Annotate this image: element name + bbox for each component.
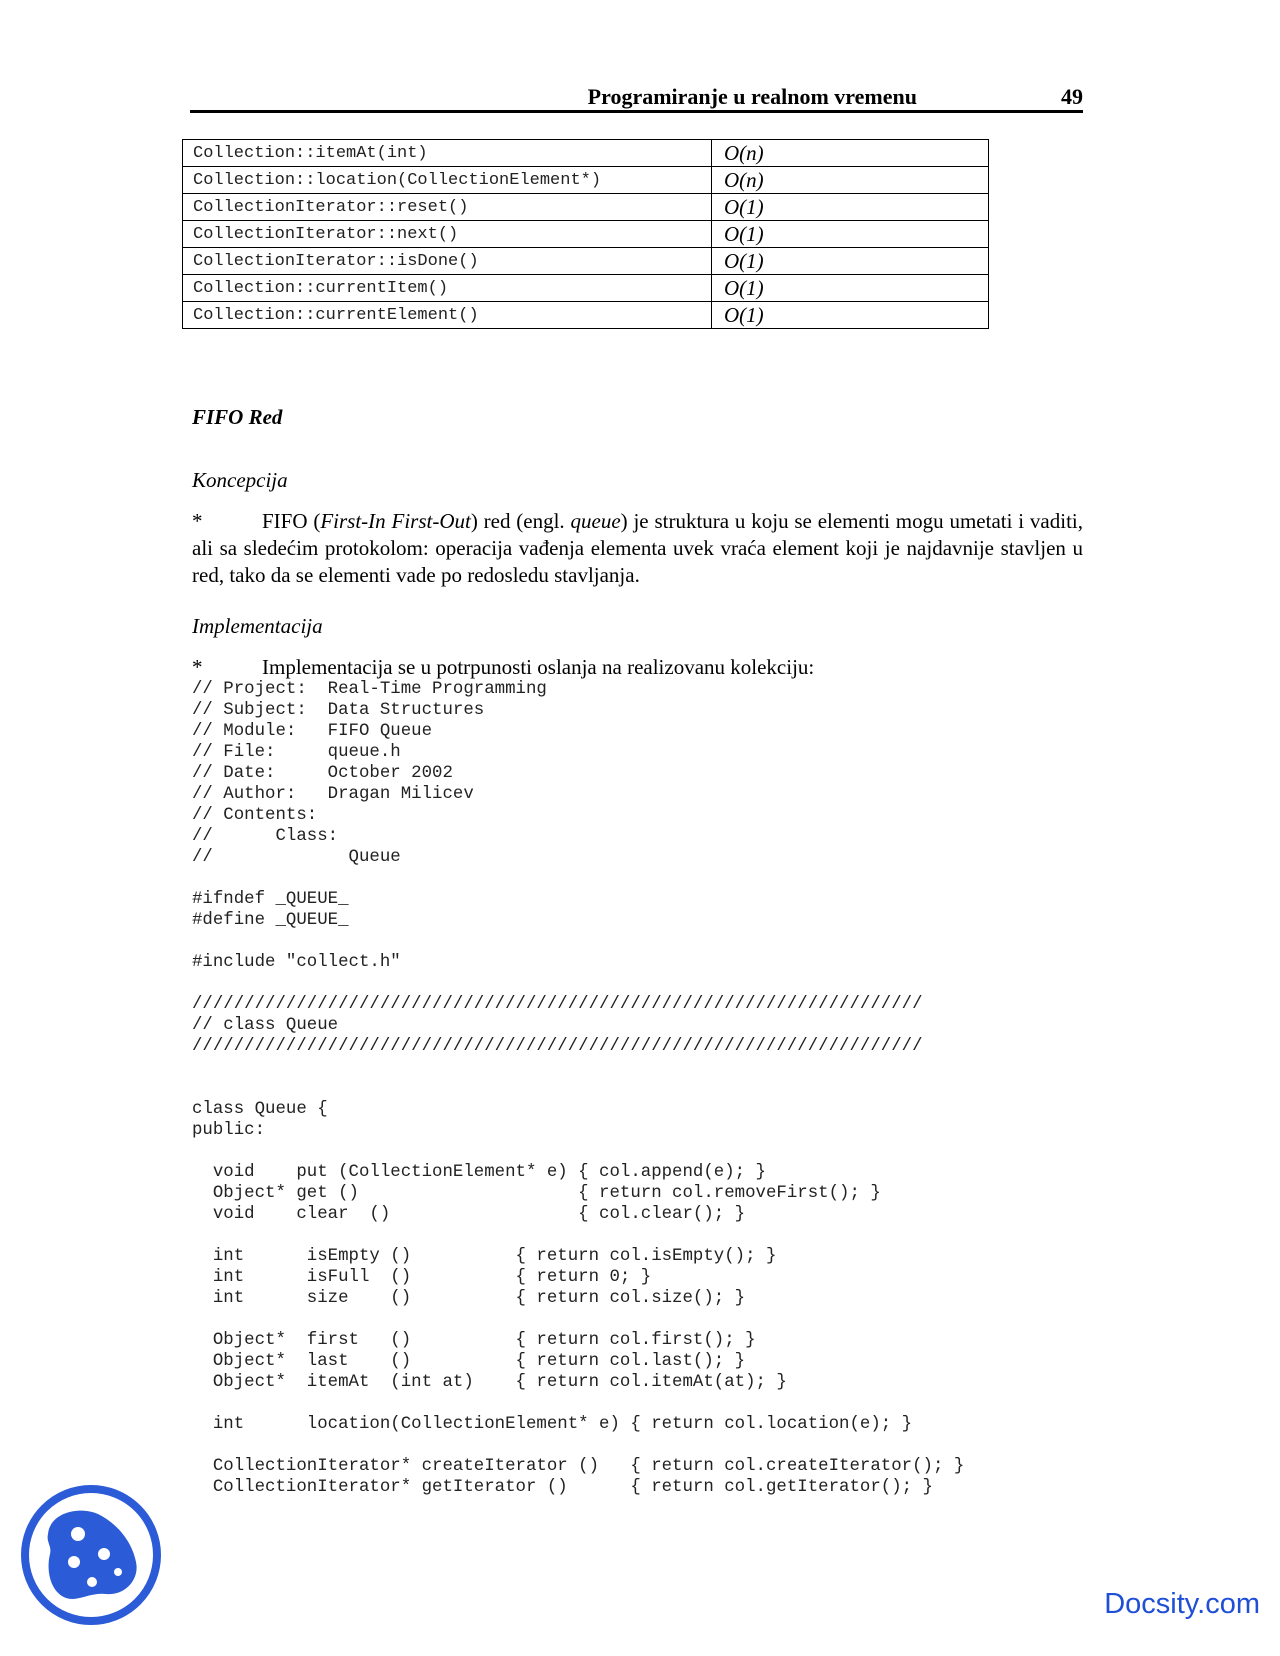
- table-row: [183, 194, 989, 221]
- complexity-cell: O(n): [712, 140, 989, 167]
- concept-heading: Koncepcija: [192, 468, 288, 492]
- impl-heading: Implementacija: [192, 614, 323, 638]
- impl-paragraph: [192, 654, 1083, 681]
- function-cell: Collection::location(CollectionElement*): [183, 167, 712, 194]
- function-cell: CollectionIterator::next(): [183, 221, 712, 248]
- docsity-watermark[interactable]: Docsity.com: [1104, 1588, 1260, 1620]
- table-row: [183, 275, 989, 302]
- concept-paragraph: [192, 508, 1083, 589]
- bullet: *: [192, 655, 203, 679]
- impl-text: Implementacija se u potrpunosti oslanja na realizovanu kolekciju:: [262, 655, 815, 679]
- page-number: 49: [1061, 84, 1083, 109]
- table-row: [183, 167, 989, 194]
- complexity-cell: O(1): [712, 194, 989, 221]
- complexity-cell: O(n): [712, 167, 989, 194]
- function-cell: Collection::currentItem(): [183, 275, 712, 302]
- complexity-cell: O(1): [712, 302, 989, 329]
- code-listing: // Project: Real-Time Programming // Subject: Data Structures // Module: FIFO Queue // File: queue.h // Date: October 2002 // Author: Dragan Milicev // Contents: // Class: // Queue #ifndef _QUEUE_ #define _QUEUE_ #include "collect.h" ////////////////////////////////////////////////////////////////////// // class Queue ////////////////////////////////////////////////////////////////////// class Queue { public: void put (CollectionElement* e) { col.append(e); } Object* get () { return col.removeFirst(); } void clear () { col.clear(); } int isEmpty () { return col.isEmpty(); } int isFull () { return 0; } int size () { return col.size(); } Object* first () { return col.first(); } Object* last () { return col.last(); } Object* itemAt (int at) { return col.itemAt(at); } int location(CollectionElement* e) { return col.location(e); } CollectionIterator* createIterator () { return col.createIterator(); } CollectionIterator* getIterator () { return col.getIterator(); }: [192, 680, 965, 1497]
- bullet: *: [192, 509, 203, 533]
- complexity-cell: O(1): [712, 221, 989, 248]
- concept-text-3: ) je struktura u koju se elementi mogu umetati i vaditi, ali sa sledećim protokolom: operacija vađenja elementa uvek vraća element koji je najdavnije stavljen u red, tako da se elementi vade po redosledu stavljanja.: [192, 509, 1083, 587]
- table-row: [183, 140, 989, 167]
- page-header: [190, 84, 1083, 113]
- book-title: Programiranje u realnom vremenu: [587, 84, 917, 109]
- concept-text-1: FIFO (: [262, 509, 321, 533]
- concept-term-queue: queue: [570, 509, 621, 533]
- function-cell: CollectionIterator::reset(): [183, 194, 712, 221]
- function-cell: CollectionIterator::isDone(): [183, 248, 712, 275]
- concept-text-2: ) red (engl.: [470, 509, 571, 533]
- function-cell: Collection::itemAt(int): [183, 140, 712, 167]
- complexity-cell: O(1): [712, 275, 989, 302]
- table-row: [183, 302, 989, 329]
- section-title: FIFO Red: [192, 405, 283, 429]
- complexity-cell: O(1): [712, 248, 989, 275]
- table-row: [183, 221, 989, 248]
- concept-term-fifo: First-In First-Out: [320, 509, 471, 533]
- function-cell: Collection::currentElement(): [183, 302, 712, 329]
- complexity-table: [182, 139, 989, 329]
- docsity-logo-icon: [20, 1484, 162, 1626]
- table-row: [183, 248, 989, 275]
